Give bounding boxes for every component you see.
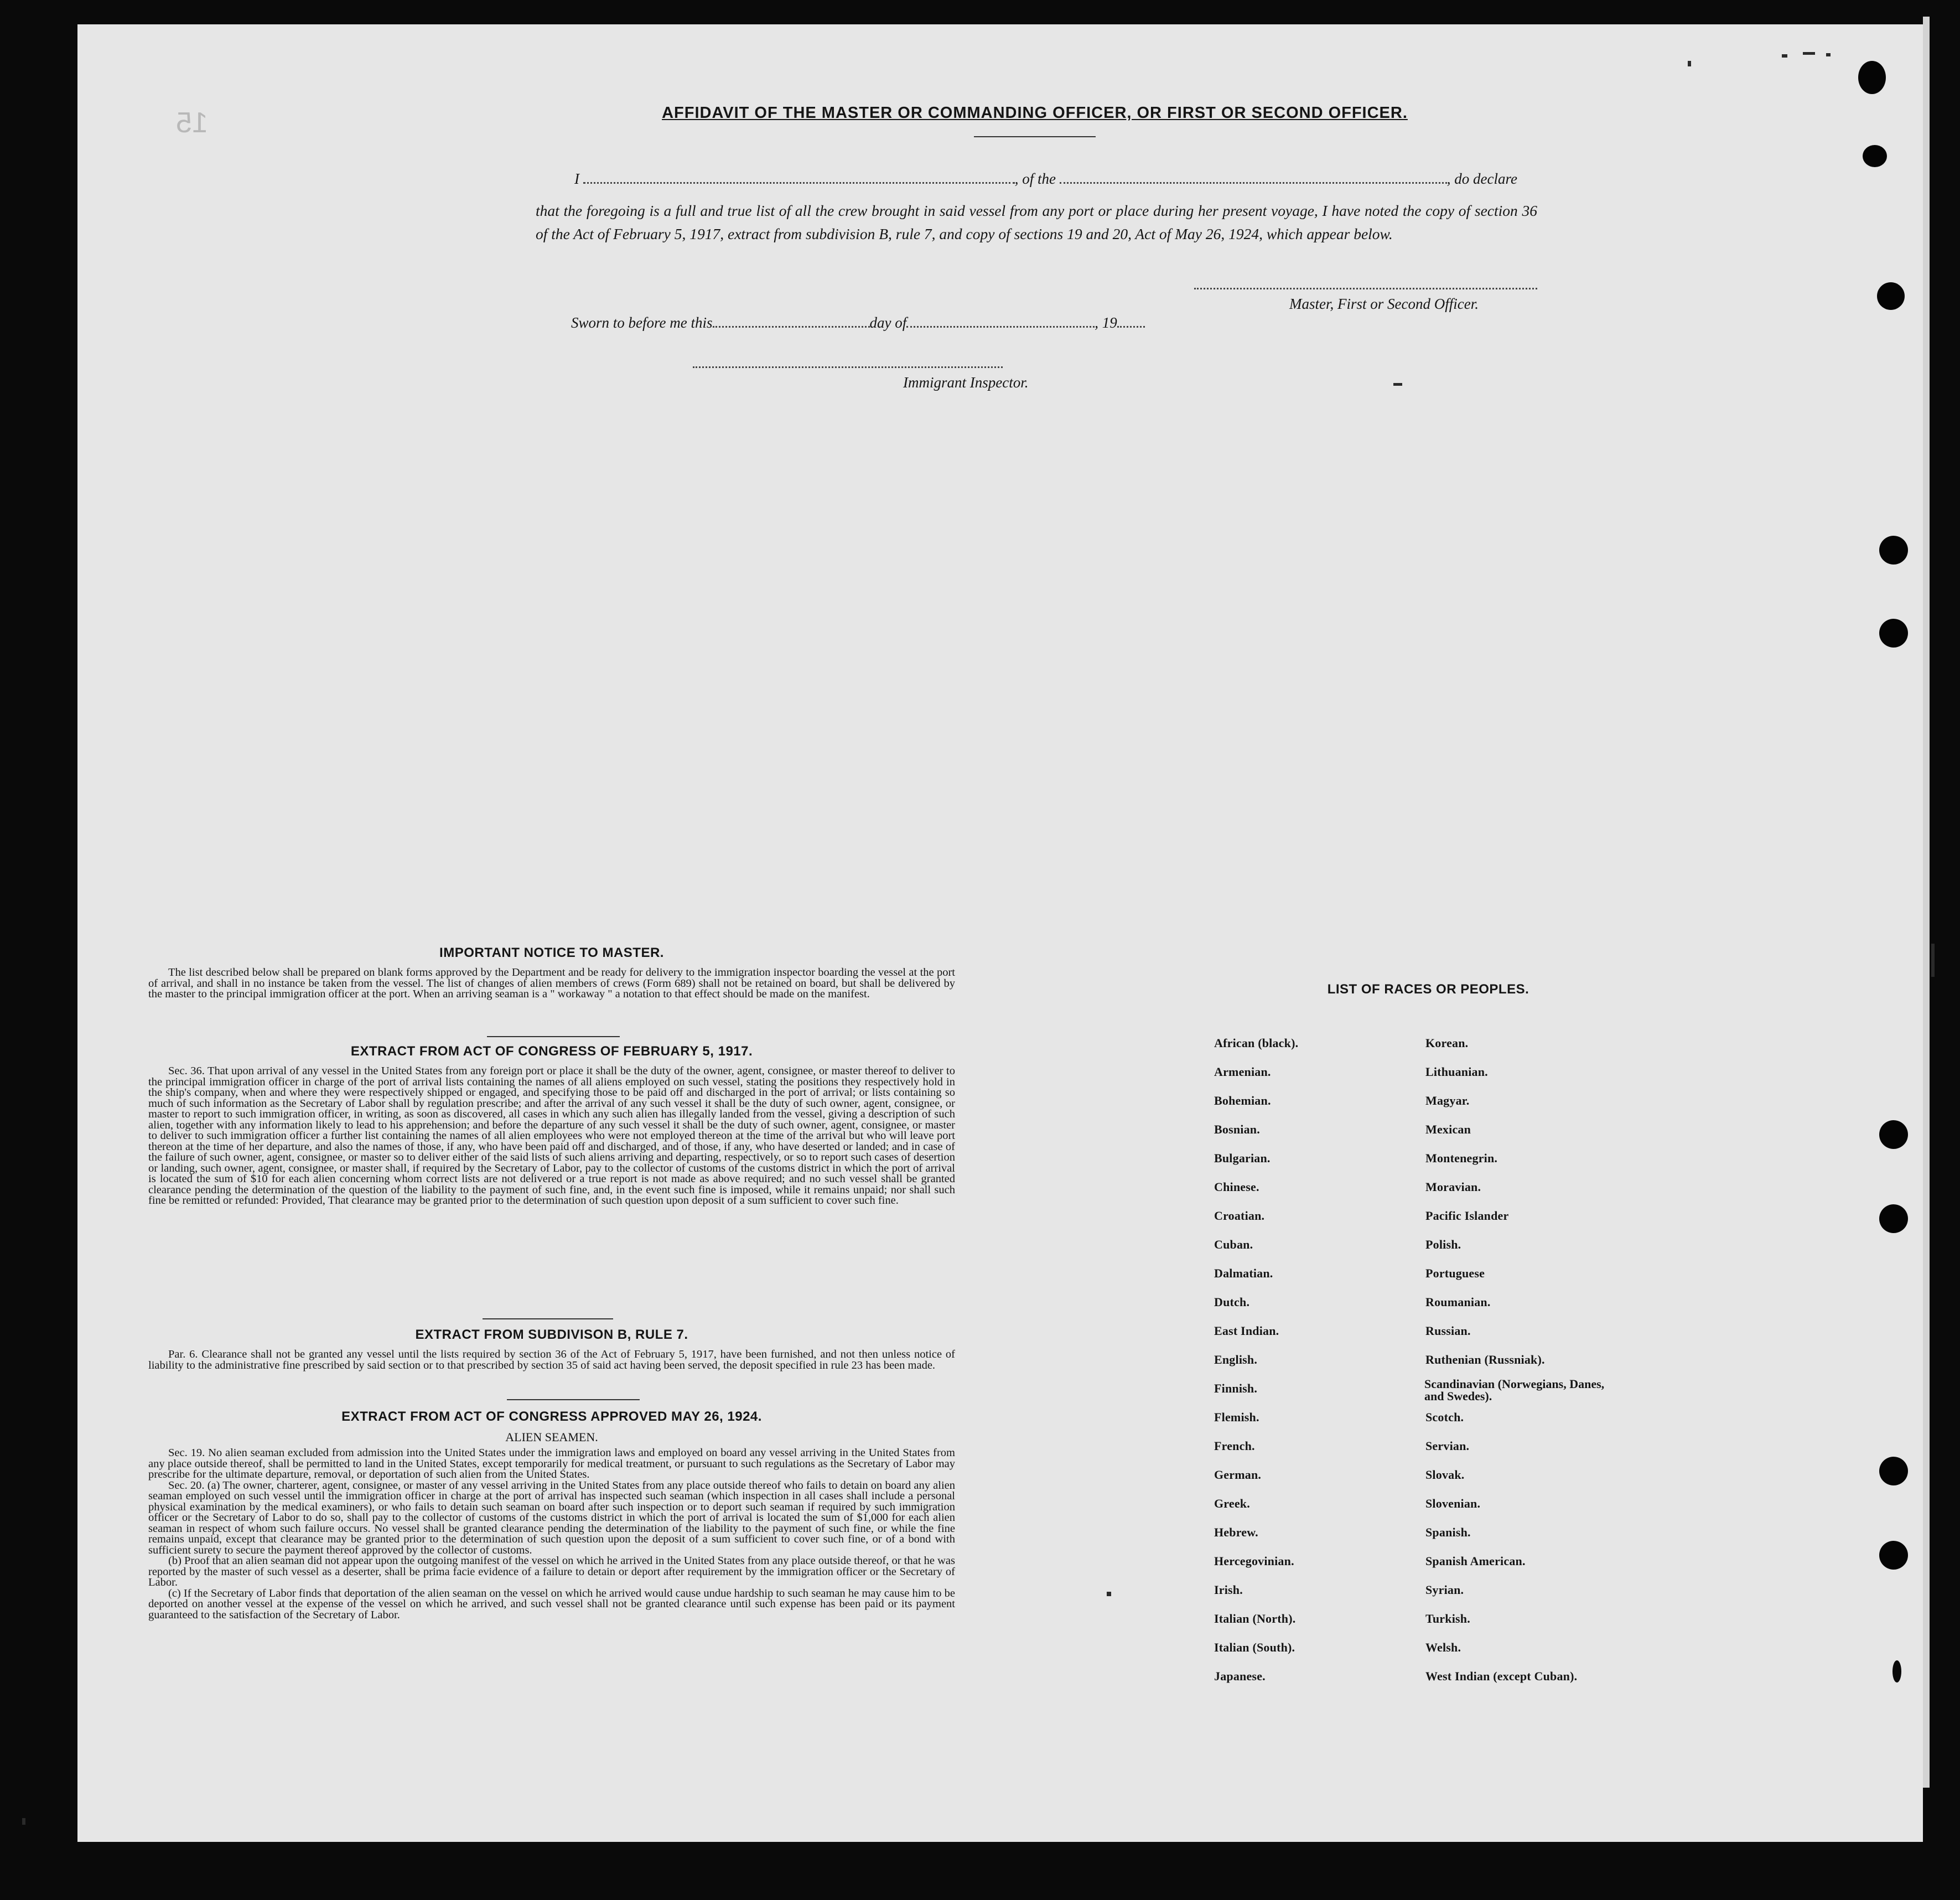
punch-hole [1879,1541,1908,1570]
race-item: Syrian. [1425,1583,1464,1597]
speck [22,1818,25,1825]
race-item: Spanish. [1425,1525,1471,1539]
speck [1688,61,1691,66]
extract-rule7-text [148,1349,955,1371]
race-item: Dutch. [1214,1295,1250,1309]
punch-hole [1877,282,1905,310]
race-item: African (black). [1214,1036,1299,1050]
sworn-day-of: day of [869,314,907,331]
title-rule [974,136,1096,137]
race-item: Flemish. [1214,1410,1259,1424]
race-item: Korean. [1425,1036,1469,1050]
race-item: Spanish American. [1425,1554,1526,1568]
notice-text [148,967,955,1000]
notice-paragraph: The list described below shall be prepared on blank forms approved by the Department and be ready for delivery to the immigration inspector boarding the vessel at the port of arrival, and shall in no instance be taken from the vessel. The list of changes of alien members of crews (Form 689) shall not be retained on board, but shall be delivered by the master to the principal immigration officer at the port. When an arriving seaman is a " workaway " a notation to that effect should be made on the manifest. [148,966,955,1000]
sworn-line [571,314,1145,332]
race-item: Croatian. [1214,1209,1265,1223]
punch-hole [1879,1204,1908,1233]
race-item: Chinese. [1214,1180,1259,1194]
race-item: Bosnian. [1214,1122,1260,1136]
ink-blot [1892,1660,1901,1682]
sworn-year: , 19 [1095,314,1117,331]
race-item: Polish. [1425,1238,1461,1251]
inspector-signature-line [693,366,1003,368]
race-item: Slovenian. [1425,1497,1481,1510]
race-item: Irish. [1214,1583,1243,1597]
sec-20b-paragraph: (b) Proof that an alien seaman did not appear upon the outgoing manifest of the vessel on which he arrived in the United States from any place outside thereof, or that he was reported by the master of such vessel as a deserter, shall be prima facie evidence of a failure to detain or deport after requirement by the immigration officer or the Secretary of Labor. [148,1555,955,1588]
race-item: West Indian (except Cuban). [1425,1669,1578,1683]
speck [1931,944,1935,977]
sworn-year-blank [1117,326,1145,328]
master-signature-caption: Master, First or Second Officer. [1289,296,1479,312]
race-item: Armenian. [1214,1065,1271,1079]
sworn-month-blank [906,326,1095,328]
section-rule [487,1036,620,1037]
race-item: Lithuanian. [1425,1065,1488,1079]
punch-hole [1879,619,1908,648]
race-item: Cuban. [1214,1238,1253,1251]
race-item: Italian (South). [1214,1640,1295,1654]
vessel-blank [1060,182,1447,184]
race-item: Greek. [1214,1497,1250,1510]
race-item: Russian. [1425,1324,1471,1338]
race-item: Dalmatian. [1214,1266,1273,1280]
affidavit-of-the: , of the [1014,170,1056,187]
race-item: Moravian. [1425,1180,1481,1194]
race-item: Turkish. [1425,1612,1470,1625]
extract-1917-text [148,1066,955,1207]
race-item: Portuguese [1425,1266,1485,1280]
master-signature-line [1194,288,1537,289]
race-item: Welsh. [1425,1640,1461,1654]
race-item: Italian (North). [1214,1612,1296,1625]
section-rule [483,1318,613,1319]
punch-hole [1879,1457,1908,1485]
sworn-date-blank [713,326,870,328]
race-item: Roumanian. [1425,1295,1491,1309]
race-item: Hercegovinian. [1214,1554,1294,1568]
race-item: Servian. [1425,1439,1470,1453]
speck [1826,53,1831,56]
race-item: Scotch. [1425,1410,1464,1424]
race-item: Pacific Islander [1425,1209,1509,1223]
paper-edge [1923,17,1930,1788]
affidavit-title: AFFIDAVIT OF THE MASTER OR COMMANDING OFFICER, OR FIRST OR SECOND OFFICER. [662,104,1408,122]
punch-hole [1858,61,1886,94]
race-item: Ruthenian (Russniak). [1425,1353,1545,1366]
sec-20c-paragraph: (c) If the Secretary of Labor finds that deportation of the alien seaman on the vessel on which he arrived would cause undue hardship to such seaman he may cause him to be deported on another vessel at the expense of the vessel on which he arrived, and such vessel shall not be granted clearance until such expense has been paid or its payment guaranteed to the satisfaction of the Secretary of Labor. [148,1587,955,1621]
race-item: East Indian. [1214,1324,1279,1338]
race-item: English. [1214,1353,1258,1366]
sec-20a-paragraph: Sec. 20. (a) The owner, charterer, agent, consignee, or master of any vessel arriving in the United States from any place outside thereof who fails to detain on board any alien seaman employed on such vessel until the immigration officer in charge at the port of arrival has inspected such seaman (which inspection in all cases shall include a personal physical examination by the medical examiners), or who fails to detain such seaman on board after such inspection or to deport such seaman if required by such immigration officer or the Secretary of Labor to do so, shall pay to the collector of customs of the customs district in which the port of arrival is located the sum of $1,000 for each alien seaman in respect of whom such failure occurs. No vessel shall be granted clearance pending the determination of the liability to the payment of such fine, or while the fine remains unpaid, except that clearance may be granted prior to the determination of such question upon the deposit of a sum sufficient to cover such fine, or of a bond with sufficient surety to secure the payment thereof approved by the collector of customs. [148,1479,955,1556]
name-blank [583,182,1015,184]
speck [1803,52,1815,55]
inspector-signature-caption: Immigrant Inspector. [903,374,1029,391]
section-rule [507,1399,640,1400]
punch-hole [1863,145,1887,167]
notice-heading: IMPORTANT NOTICE TO MASTER. [439,945,664,960]
extract-1917-heading: EXTRACT FROM ACT OF CONGRESS OF FEBRUARY 5, 1917. [350,1044,753,1059]
race-item: Magyar. [1425,1094,1470,1107]
extract-rule7-heading: EXTRACT FROM SUBDIVISON B, RULE 7. [415,1327,688,1342]
race-item: Slovak. [1425,1468,1465,1482]
race-item: Japanese. [1214,1669,1266,1683]
race-item: Hebrew. [1214,1525,1258,1539]
race-item: French. [1214,1439,1255,1453]
extract-1924-text [148,1448,955,1621]
race-item: Bulgarian. [1214,1151,1271,1165]
affidavit-line-1 [574,170,1517,188]
sec-19-paragraph: Sec. 19. No alien seaman excluded from admission into the United States under the immigration laws and employed on board any vessel arriving in the United States from any place outside thereof, shall be permitted to land in the United States, except temporarily for medical treatment, or pursuant to such regulations as the Secretary of Labor may prescribe for the ultimate departure, removal, or deportation of such alien from the United States. [148,1447,955,1480]
race-item: Bohemian. [1214,1094,1271,1107]
sworn-prefix: Sworn to before me this [571,314,713,331]
speck [1393,383,1402,386]
punch-hole [1879,1120,1908,1149]
affidavit-body: that the foregoing is a full and true list of all the crew brought in said vessel from any port or place during her present voyage, I have noted the copy of section 36 of the Act of February 5, 1917, extract from subdivision B, rule 7, and copy of sections 19 and 20, Act of May 26, 1924, which appear below. [536,202,1537,242]
affidavit-declare: , do declare [1446,170,1517,187]
extract-1924-heading: EXTRACT FROM ACT OF CONGRESS APPROVED MAY 26, 1924. [341,1409,762,1424]
race-item: Montenegrin. [1425,1151,1498,1165]
speck [1782,54,1787,58]
punch-hole [1879,536,1908,565]
race-item: Scandinavian (Norwegians, Danes, and Swedes). [1424,1377,1605,1403]
race-item: German. [1214,1468,1262,1482]
speck [1107,1592,1111,1596]
alien-seamen-subheading: ALIEN SEAMEN. [505,1430,598,1444]
page-number: 15 [176,107,208,139]
race-item: Finnish. [1214,1381,1258,1395]
sec-36-paragraph: Sec. 36. That upon arrival of any vessel in the United States from any foreign port or place it shall be the duty of the owner, agent, consignee, or master thereof to deliver to the principal immigration officer in charge of the port of arrival lists containing the names of all aliens employed on such vessel, stating the positions they respectively hold in the ship's company, when and where they were respectively shipped or engaged, and specifying those to be paid off and discharged in the port of arrival; or lists containing so much of such information as the Secretary of Labor shall by regulation prescribe; and after the arrival of any such vessel it shall be the duty of such owner, agent, consignee, or master to report to such immigration officer, in writing, as soon as discovered, all cases in which any such alien has illegally landed from the vessel, giving a description of such alien, together with any information likely to lead to his apprehension; and before the departure of any such vessel it shall be the duty of such owner, agent, consignee, or master to deliver to such immigration officer a further list containing the names of all alien employees who were not employed thereon at the time of the arrival but who will leave port thereon at the time of her departure, and also the names of those, if any, who have been paid off and discharged, and of those, if any, who have deserted or landed; and in case of the failure of such owner, agent, consignee, or master so to deliver either of the said lists of such aliens arriving and departing, respectively, or so to report such cases of desertion or landing, such owner, agent, consignee, or master shall, if required by the Secretary of Labor, pay to the collector of customs of the customs district in which the port of arrival is located the sum of $10 for each alien concerning whom correct lists are not delivered or a true report is not made as above required; and no such vessel shall be granted clearance pending the determination of the question of the liability to the payment of such fine, and, in the event such fine is imposed, while it remains unpaid; nor shall such fine be remitted or refunded: Provided, That clearance may be granted prior to the determination of such question upon deposit of a sum sufficient to cover such fine. [148,1065,955,1207]
races-heading: LIST OF RACES OR PEOPLES. [1327,982,1529,997]
par-6-paragraph: Par. 6. Clearance shall not be granted any vessel until the lists required by section 36 of the Act of February 5, 1917, have been furnished, and not then unless notice of liability to the administrative fine prescribed by said section or to that prescribed by section 35 of said act having been served, the deposit specified in rule 23 has been made. [148,1348,955,1371]
affidavit-i: I [574,170,579,187]
race-item: Mexican [1425,1122,1471,1136]
